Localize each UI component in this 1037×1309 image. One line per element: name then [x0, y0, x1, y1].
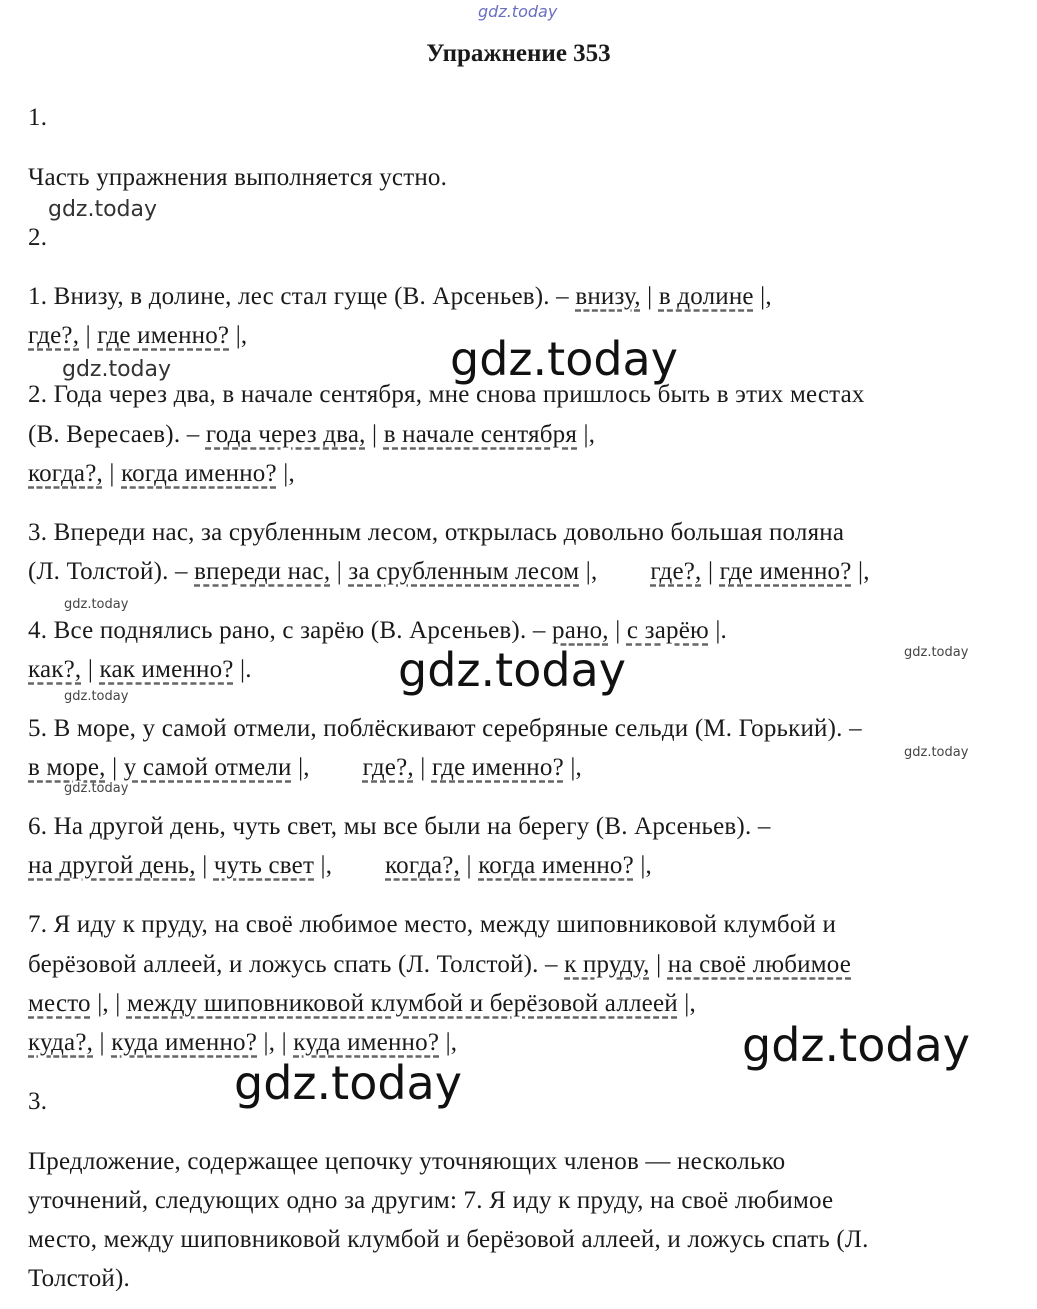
paragraph: Часть упражнения выполняется устно.	[28, 164, 448, 191]
separator: |.	[715, 617, 727, 644]
answer-word: в начале сентября	[383, 421, 578, 448]
list-item	[28, 421, 595, 449]
question: как?,	[28, 656, 82, 683]
sentence: 7. Я иду к пруду, на своё любимое место, между шиповниковой клумбой и	[28, 911, 837, 938]
list-item	[28, 617, 727, 645]
sentence: (Л. Толстой). –	[28, 558, 188, 585]
separator: |,	[235, 322, 248, 349]
separator: |,	[445, 1029, 458, 1056]
watermark-tiny: gdz.today	[64, 781, 129, 796]
section-number: 1.	[28, 104, 48, 131]
sentence: 3. Впереди нас, за срубленным лесом, открылась довольно большая поляна	[28, 519, 845, 546]
answer-word: впереди нас,	[194, 558, 331, 585]
separator: |	[420, 754, 426, 781]
sentence: 1. Внизу, в долине, лес стал гуще (В. Арсеньев). –	[28, 283, 569, 310]
list-item	[28, 852, 652, 880]
question: где именно?	[431, 754, 564, 781]
answer-word: внизу,	[575, 283, 641, 310]
question: где именно?	[97, 322, 230, 349]
question: как именно?	[99, 656, 234, 683]
separator: |,	[760, 283, 772, 310]
question: когда?,	[28, 460, 103, 487]
separator: |,	[585, 558, 598, 585]
separator: |,	[570, 754, 582, 781]
sentence: 6. На другой день, чуть свет, мы все были на берегу (В. Арсеньев). –	[28, 813, 771, 840]
list-item	[28, 558, 870, 586]
list-item	[28, 754, 582, 782]
watermark-large: gdz.today	[398, 643, 626, 697]
question: когда именно?	[478, 852, 634, 879]
separator: |,	[858, 558, 870, 585]
separator: |,	[684, 990, 696, 1017]
watermark-tiny: gdz.today	[64, 597, 129, 612]
page-title: Упражнение 353	[426, 40, 611, 67]
separator: |	[112, 754, 118, 781]
question: куда именно?	[111, 1029, 258, 1056]
separator: |.	[240, 656, 252, 683]
sentence: 4. Все поднялись рано, с зарёю (В. Арсеньев). –	[28, 617, 546, 644]
paragraph-line: Предложение, содержащее цепочку уточняющих членов — несколько	[28, 1148, 786, 1175]
list-item	[28, 283, 772, 311]
question: куда именно?	[293, 1029, 440, 1056]
question: где?,	[650, 558, 702, 585]
question: где именно?	[719, 558, 852, 585]
separator: |,	[263, 1029, 276, 1056]
separator: |	[115, 990, 121, 1017]
separator: |	[85, 322, 91, 349]
separator: |,	[583, 421, 596, 448]
watermark-large: gdz.today	[234, 1056, 462, 1110]
separator: |	[466, 852, 472, 879]
separator: |,	[640, 852, 652, 879]
answer-word: за срубленным лесом	[348, 558, 580, 585]
watermark-large: gdz.today	[450, 332, 678, 386]
separator: |	[647, 283, 653, 310]
paragraph-line: место, между шиповниковой клумбой и берёзовой аллеей, и ложусь спать (Л.	[28, 1226, 869, 1253]
separator: |	[336, 558, 342, 585]
separator: |	[99, 1029, 105, 1056]
answer-word: у самой отмели	[123, 754, 292, 781]
separator: |,	[298, 754, 310, 781]
sentence: (В. Вересаев). –	[28, 421, 200, 448]
answer-word: с зарёю	[626, 617, 709, 644]
answer-word: чуть свет	[213, 852, 315, 879]
answer-word: между шиповниковой клумбой и берёзовой аллеей	[126, 990, 678, 1017]
answer-word: рано,	[552, 617, 609, 644]
separator: |	[109, 460, 115, 487]
question: где?,	[28, 322, 80, 349]
watermark-tiny: gdz.today	[904, 645, 969, 660]
question: куда?,	[28, 1029, 94, 1056]
separator: |,	[97, 990, 109, 1017]
separator: |	[656, 951, 662, 978]
list-item	[28, 990, 696, 1018]
separator: |,	[320, 852, 333, 879]
question: когда?,	[385, 852, 461, 879]
sentence: 5. В море, у самой отмели, поблёскивают серебряные сельди (М. Горький). –	[28, 715, 862, 742]
paragraph-line: Толстой).	[28, 1265, 130, 1292]
list-item	[28, 951, 851, 979]
separator: |	[372, 421, 378, 448]
separator: |	[87, 656, 94, 683]
paragraph-line: уточнений, следующих одно за другим: 7. Я иду к пруду, на своё любимое	[28, 1187, 834, 1214]
list-item-questions	[28, 656, 252, 684]
watermark-top: gdz.today	[478, 2, 558, 21]
section-number: 2.	[28, 224, 48, 251]
watermark-tiny: gdz.today	[904, 745, 969, 760]
watermark-large: gdz.today	[742, 1018, 970, 1072]
watermark-tiny: gdz.today	[64, 689, 129, 704]
sentence: берёзовой аллеей, и ложусь спать (Л. Толстой). –	[28, 951, 558, 978]
list-item-questions	[28, 460, 295, 488]
answer-word: место	[28, 990, 91, 1017]
section-number: 3.	[28, 1088, 48, 1115]
separator: |	[615, 617, 621, 644]
list-item-questions	[28, 1029, 457, 1057]
list-item-questions	[28, 322, 247, 350]
separator: |	[281, 1029, 287, 1056]
separator: |	[202, 852, 208, 879]
separator: |	[707, 558, 714, 585]
answer-word: года через два,	[205, 421, 366, 448]
sentence: 2. Года через два, в начале сентября, мне снова пришлось быть в этих местах	[28, 381, 865, 408]
answer-word: на своё любимое	[667, 951, 852, 978]
watermark-small: gdz.today	[62, 357, 172, 382]
answer-word: к пруду,	[564, 951, 650, 978]
answer-word: на другой день,	[28, 852, 196, 879]
answer-word: в море,	[28, 754, 106, 781]
question: когда именно?	[121, 460, 277, 487]
question: где?,	[362, 754, 414, 781]
watermark-small: gdz.today	[48, 197, 158, 222]
separator: |,	[283, 460, 295, 487]
answer-word: в долине	[658, 283, 754, 310]
